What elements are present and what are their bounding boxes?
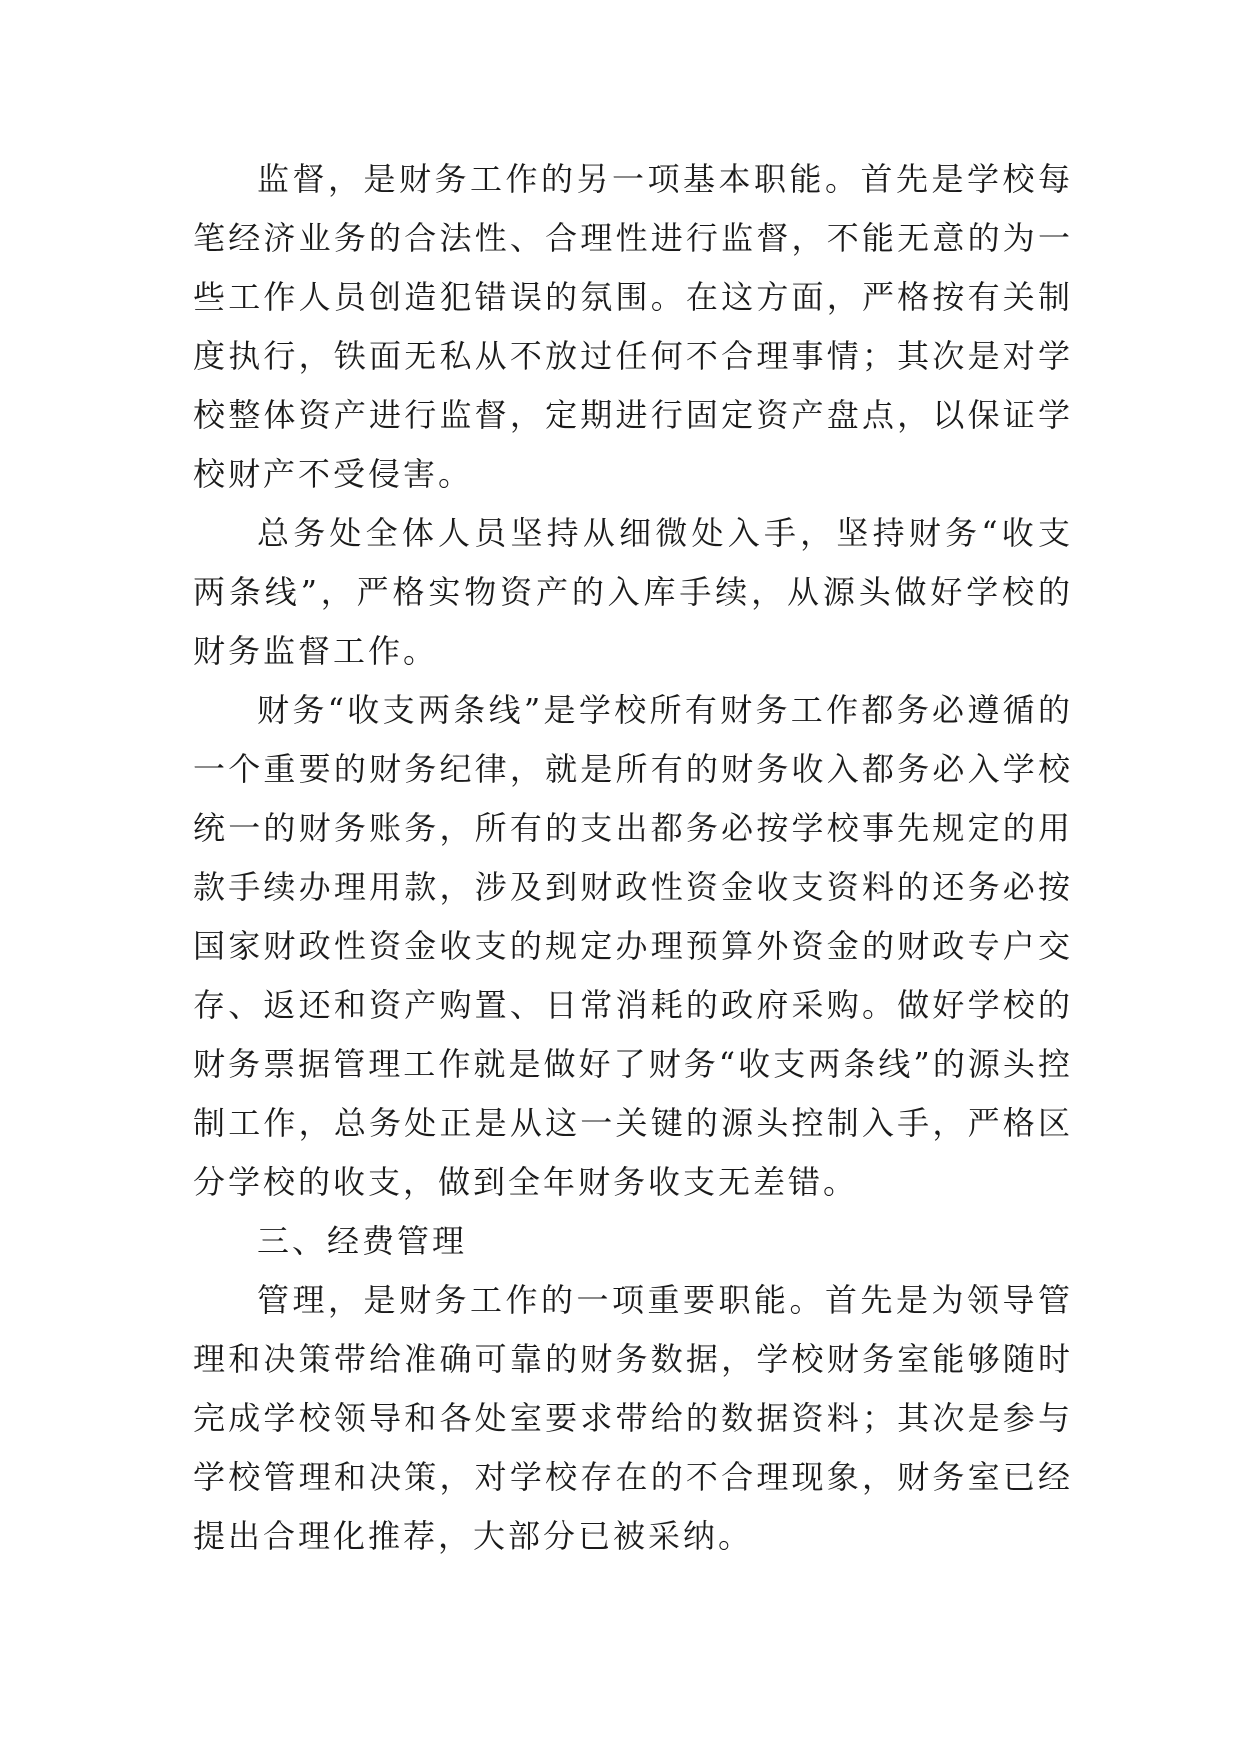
paragraph-two-lines: 财务“收支两条线”是学校所有财务工作都务必遵循的一个重要的财务纪律，就是所有的财务收入都务必入学校统一的财务账务，所有的支出都务必按学校事先规定的用款手续办理用款，涉及到财政性资金收支资料的还务必按国家财政性资金收支的规定办理预算外资金的财政专户交存、返还和资产购置、日常消耗的政府采购。做好学校的财务票据管理工作就是做好了财务“收支两条线”的源头控制工作，总务处正是从这一关键的源头控制入手，严格区分学校的收支，做到全年财务收支无差错。 [193, 691, 1073, 1201]
paragraph-supervision: 监督，是财务工作的另一项基本职能。首先是学校每笔经济业务的合法性、合理性进行监督，不能无意的为一些工作人员创造犯错误的氛围。在这方面，严格按有关制度执行，铁面无私从不放过任何不合理事情；其次是对学校整体资产进行监督，定期进行固定资产盘点，以保证学校财产不受侵害。 [193, 160, 1073, 493]
paragraph-general-affairs: 总务处全体人员坚持从细微处入手，坚持财务“收支两条线”，严格实物资产的入库手续，从源头做好学校的财务监督工作。 [193, 514, 1073, 670]
section-heading: 三、经费管理 [257, 1222, 468, 1260]
paragraph-management: 管理，是财务工作的一项重要职能。首先是为领导管理和决策带给准确可靠的财务数据，学校财务室能够随时完成学校领导和各处室要求带给的数据资料；其次是参与学校管理和决策，对学校存在的不合理现象，财务室已经提出合理化推荐，大部分已被采纳。 [193, 1281, 1073, 1555]
document-body [193, 150, 1073, 1566]
